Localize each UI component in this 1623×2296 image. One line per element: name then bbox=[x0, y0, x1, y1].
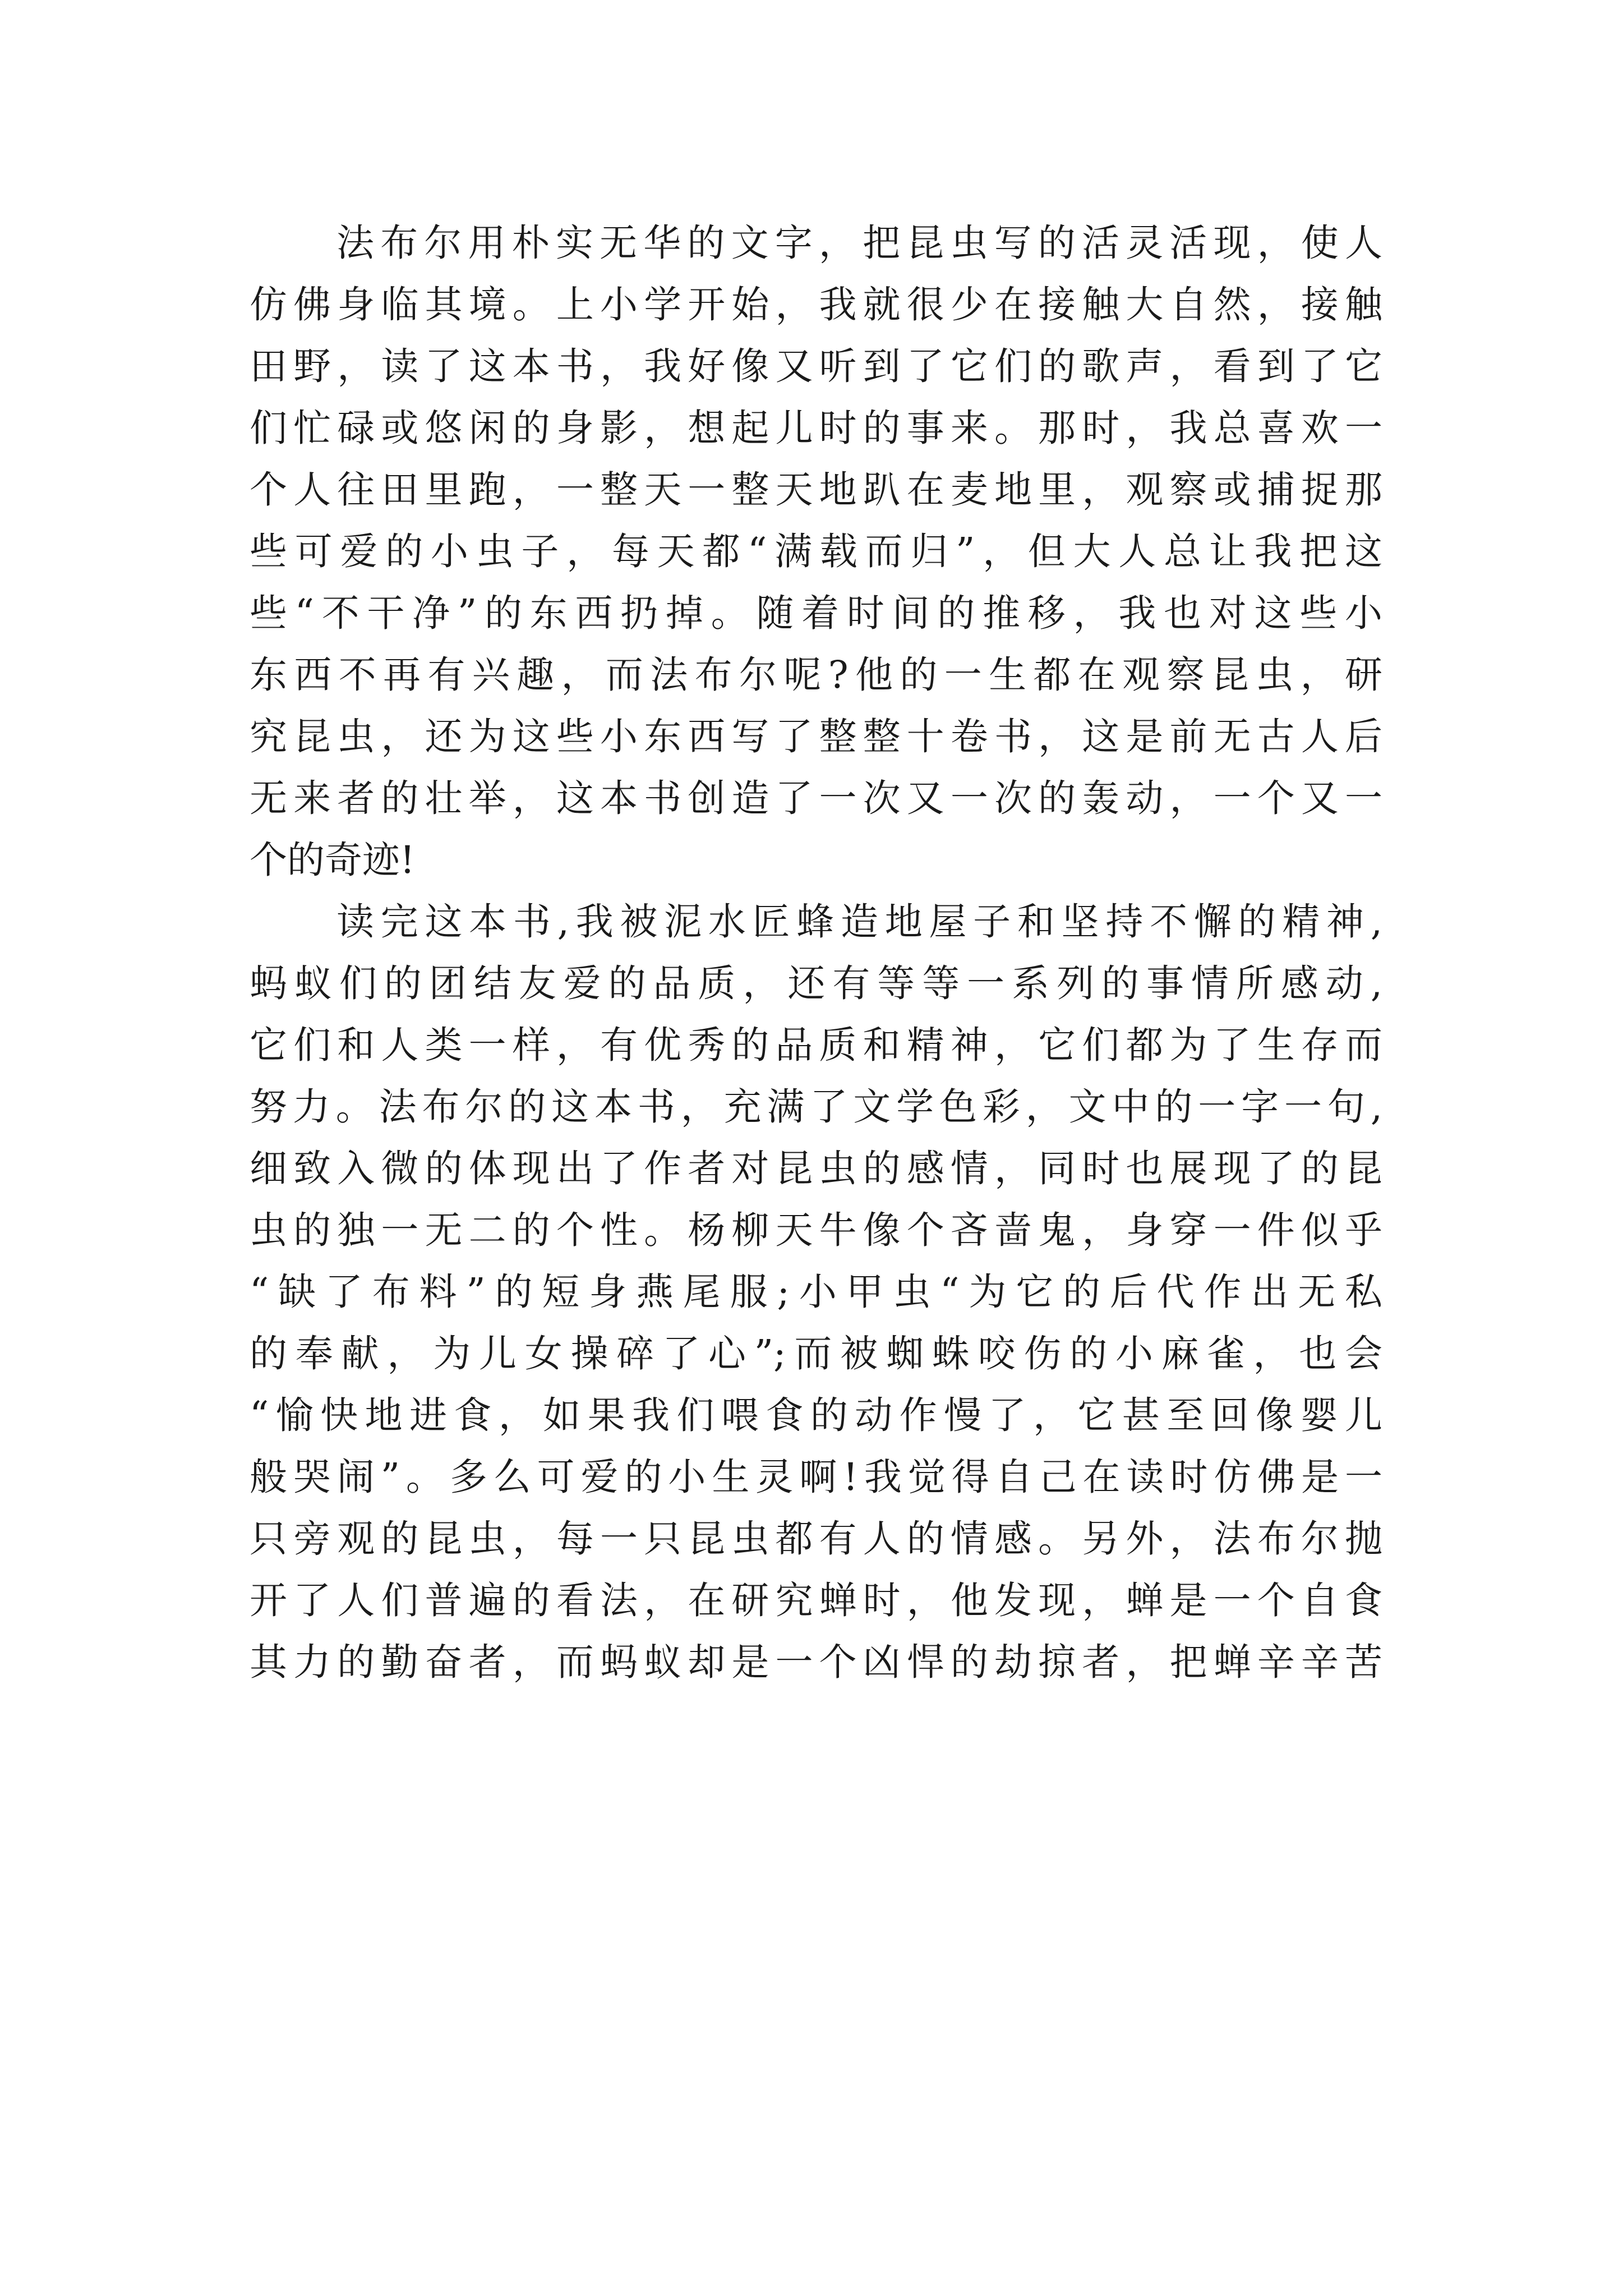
text-line: 的奉献，为儿女操碎了心”;而被蜘蛛咬伤的小麻雀，也会 bbox=[250, 1332, 1382, 1375]
text-line: 读完这本书,我被泥水匠蜂造地屋子和坚持不懈的精神, bbox=[336, 900, 1382, 944]
text-line: 它们和人类一样，有优秀的品质和精神，它们都为了生存而 bbox=[250, 1023, 1382, 1067]
text-line: 无来者的壮举，这本书创造了一次又一次的轰动，一个又一 bbox=[250, 776, 1382, 820]
text-line: 田野，读了这本书，我好像又听到了它们的歌声，看到了它 bbox=[250, 344, 1382, 388]
paragraph-1 bbox=[250, 212, 1382, 891]
text-line: 细致入微的体现出了作者对昆虫的感情，同时也展现了的昆 bbox=[250, 1147, 1382, 1190]
text-line: 东西不再有兴趣，而法布尔呢?他的一生都在观察昆虫，研 bbox=[250, 653, 1382, 697]
text-line: “缺了布料”的短身燕尾服;小甲虫“为它的后代作出无私 bbox=[250, 1270, 1382, 1314]
body-text bbox=[250, 212, 1382, 1693]
text-line: 们忙碌或悠闲的身影，想起儿时的事来。那时，我总喜欢一 bbox=[250, 406, 1382, 450]
text-line: “愉快地进食，如果我们喂食的动作慢了，它甚至回像婴儿 bbox=[250, 1393, 1382, 1437]
text-line: 个人往田里跑，一整天一整天地趴在麦地里，观察或捕捉那 bbox=[250, 468, 1382, 512]
text-line: 开了人们普遍的看法，在研究蝉时，他发现，蝉是一个自食 bbox=[250, 1579, 1382, 1622]
text-line: 其力的勤奋者，而蚂蚁却是一个凶悍的劫掠者，把蝉辛辛苦 bbox=[250, 1640, 1382, 1684]
text-line: 个的奇迹! bbox=[250, 838, 415, 882]
text-line: 努力。法布尔的这本书，充满了文学色彩，文中的一字一句, bbox=[250, 1085, 1382, 1129]
text-line: 蚂蚁们的团结友爱的品质，还有等等一系列的事情所感动, bbox=[250, 961, 1382, 1005]
text-line: 究昆虫，还为这些小东西写了整整十卷书，这是前无古人后 bbox=[250, 715, 1382, 758]
text-line: 般哭闹”。多么可爱的小生灵啊!我觉得自己在读时仿佛是一 bbox=[250, 1455, 1382, 1499]
text-line: 仿佛身临其境。上小学开始，我就很少在接触大自然，接触 bbox=[250, 283, 1382, 326]
text-line: 法布尔用朴实无华的文字，把昆虫写的活灵活现，使人 bbox=[336, 221, 1382, 265]
text-line: 些可爱的小虫子，每天都“满载而归”，但大人总让我把这 bbox=[250, 530, 1382, 573]
text-line: 只旁观的昆虫，每一只昆虫都有人的情感。另外，法布尔抛 bbox=[250, 1517, 1382, 1561]
text-line: 些“不干净”的东西扔掉。随着时间的推移，我也对这些小 bbox=[250, 591, 1382, 635]
text-line: 虫的独一无二的个性。杨柳天牛像个吝啬鬼，身穿一件似乎 bbox=[250, 1208, 1382, 1252]
paragraph-2 bbox=[250, 891, 1382, 1693]
